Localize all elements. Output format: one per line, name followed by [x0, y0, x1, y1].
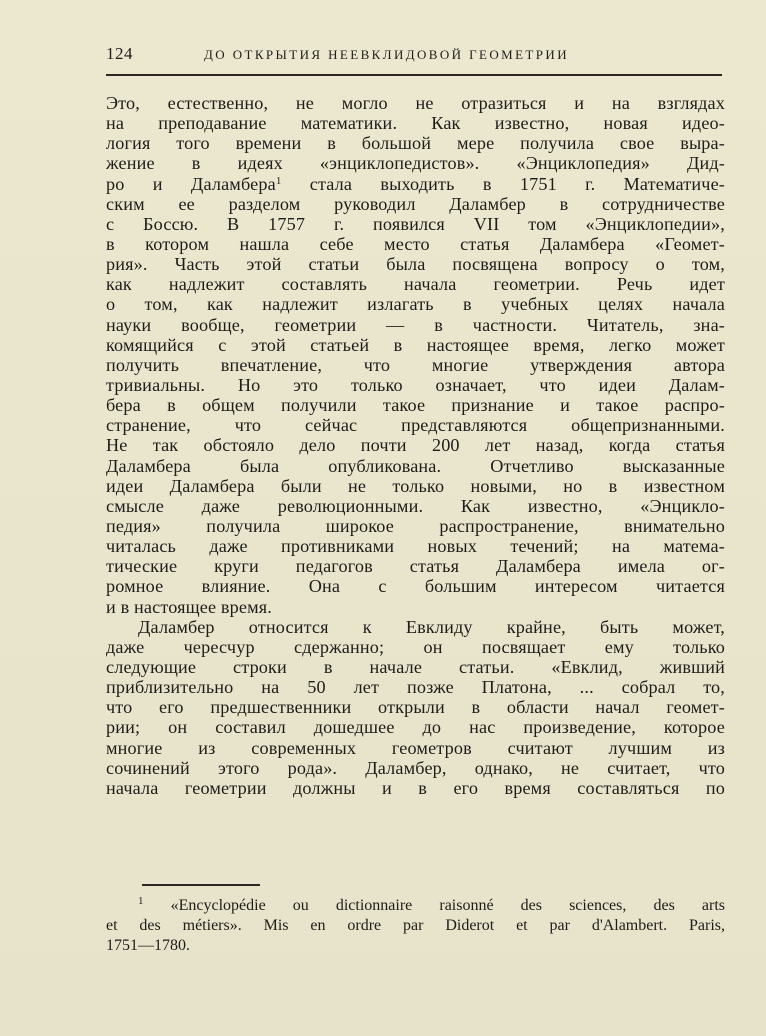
footnote — [106, 896, 725, 956]
text-line: читалась даже противниками новых течений; на матема- — [106, 536, 725, 557]
text-line: рия». Часть этой статьи была посвящена вопросу о том, — [106, 254, 725, 275]
text-line: ским ее разделом руководил Даламбер в сотрудничестве — [106, 193, 725, 214]
text-line: Не так обстояло дело почти 200 лет назад, когда статья — [106, 435, 725, 456]
text-line: тические круги педагогов статья Даламбера имела ог- — [106, 556, 725, 577]
text-line: тривиальны. Но это только означает, что идеи Далам- — [106, 374, 725, 395]
text-line: получить впечатление, что многие утверждения автора — [106, 354, 725, 375]
text-line: ромное влияние. Она с большим интересом читается — [106, 576, 725, 597]
text-line-end: стала выходить в 1751 г. Математиче- — [309, 173, 725, 194]
running-title: ДО ОТКРЫТИЯ НЕЕВКЛИДОВОЙ ГЕОМЕТРИИ — [204, 47, 569, 62]
paragraph-start-line: Даламбер относится к Евклиду крайне, быть может, — [138, 616, 725, 637]
footnote-marker: 1 — [138, 895, 144, 907]
text-line: о том, как надлежит излагать в учебных целях начала — [106, 294, 725, 315]
running-head — [106, 44, 722, 70]
footnote-line-text: «Encyclopédie ou dictionnaire raisonné des sciences, des arts — [170, 897, 725, 914]
text-line: как надлежит составлять начала геометрии. Речь идет — [106, 274, 725, 295]
text-line: идеи Даламбера были не только новыми, но в известном — [106, 475, 725, 496]
text-line: что его предшественники открыли в области начал геомет- — [106, 697, 725, 718]
footnote-line: et des métiers». Mis en ordre par Diderot et par d'Alambert. Paris, — [106, 917, 725, 934]
text-line-start: ро и Даламбера — [106, 173, 276, 194]
text-line: с Боссю. В 1757 г. появился VII том «Энциклопедии», — [106, 213, 725, 234]
text-line: бера в общем получили такое признание и такое распро- — [106, 395, 725, 416]
footnote-line: 1751—1780. — [106, 937, 190, 954]
body-text — [106, 93, 725, 798]
text-line: на преподавание математики. Как известно, новая идео- — [106, 113, 725, 134]
header-rule — [106, 74, 722, 76]
text-line: Даламбера была опубликована. Отчетливо высказанные — [106, 455, 725, 476]
text-line: комящийся с этой статьей в настоящее время, легко может — [106, 334, 725, 355]
text-line: даже чересчур сдержанно; он посвящает ему только — [106, 636, 725, 657]
text-line: сочинений этого рода». Даламбер, однако, не считает, что — [106, 757, 725, 778]
text-line: многие из современных геометров считают лучшим из — [106, 737, 725, 758]
page-number: 124 — [106, 44, 133, 63]
text-line: рии; он составил дошедшее до нас произведение, которое — [106, 717, 725, 738]
text-line: начала геометрии должны и в его время составляться по — [106, 777, 725, 798]
text-line: странение, что сейчас представляются общепризнанными. — [106, 415, 725, 436]
text-line: логия того времени в большой мере получила свое выра- — [106, 133, 725, 154]
text-line: в котором нашла себе место статья Даламбера «Геомет- — [106, 233, 725, 254]
text-line: жение в идеях «энциклопедистов». «Энциклопедия» Дид- — [106, 153, 725, 174]
footnote-rule — [142, 884, 260, 886]
paragraph-end-line: и в настоящее время. — [106, 596, 272, 617]
text-line: педия» получила широкое распространение, внимательно — [106, 515, 725, 536]
text-line: науки вообще, геометрии — в частности. Читатель, зна- — [106, 314, 725, 335]
text-line-with-note — [106, 174, 725, 194]
text-line: следующие строки в начале статьи. «Евклид, живший — [106, 656, 725, 677]
text-line: приблизительно на 50 лет позже Платона, ... собрал то, — [106, 677, 725, 698]
text-line: Это, естественно, не могло не отразиться и на взглядах — [106, 93, 725, 113]
text-line: смысле даже революционными. Как известно, «Энцикло- — [106, 495, 725, 516]
footnote-line — [106, 896, 725, 916]
footnote-reference: 1 — [275, 174, 282, 187]
